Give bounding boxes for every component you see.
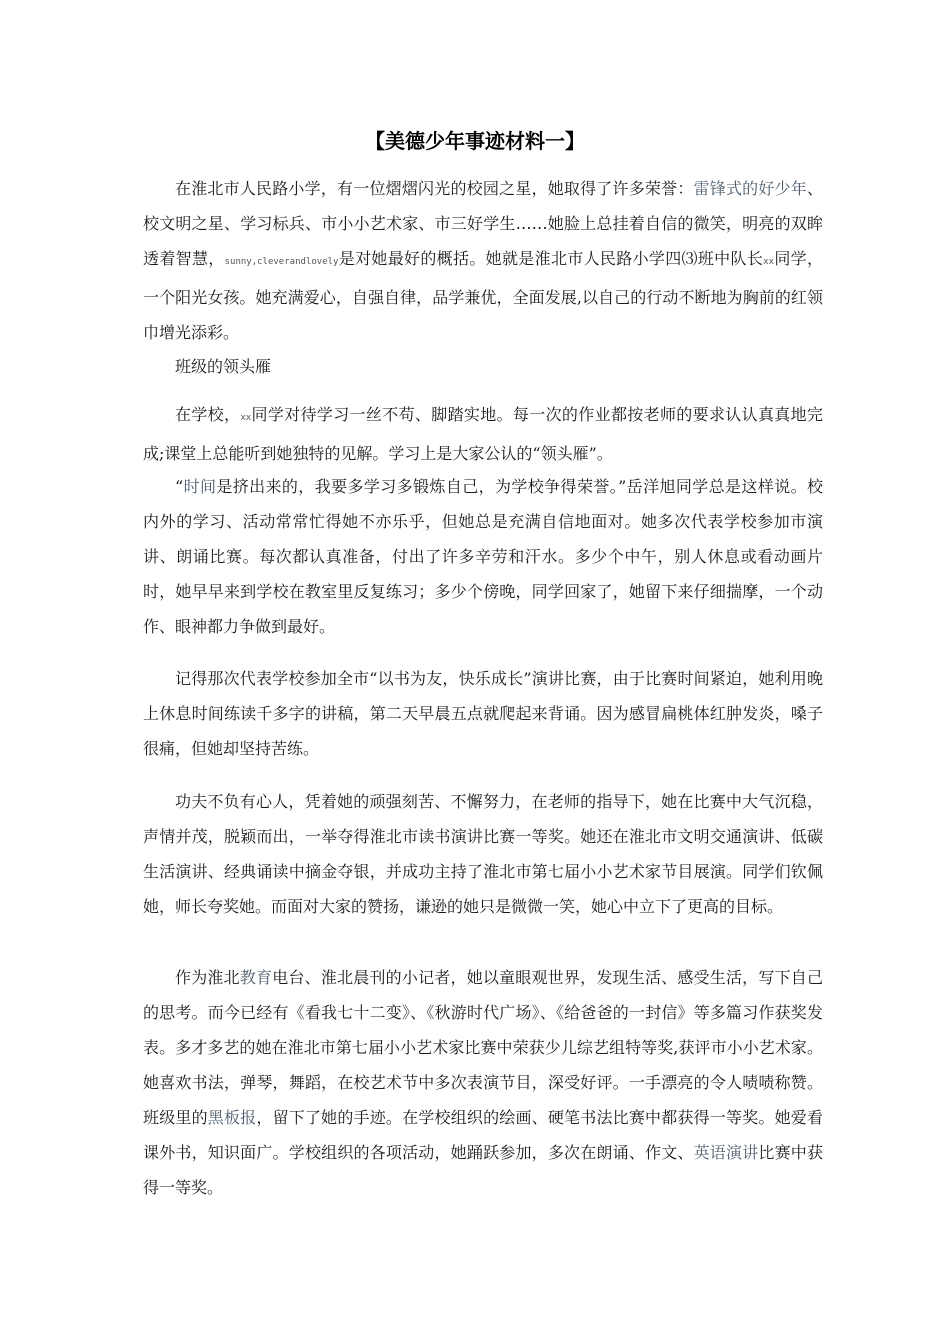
paragraph-text <box>143 171 823 350</box>
highlighted-text: 英语演讲 <box>693 1143 759 1162</box>
paragraph-text <box>143 349 823 384</box>
text-segment: 电台、淮北晨刊的小记者，她以童眼观世界，发现生活、感受生活，写下自己的思考。而今已经有《看我七十二变》、《秋游时代广场》、《给爸爸的一封信》等多篇习作获奖发表。多才多艺的她在淮北市第七届小小艺术家比赛中荣获少儿综艺组特等奖,获评市小小艺术家。她喜欢书法，弹琴，舞蹈，在校艺术节中多次表演节目，深受好评。一手漂亮的令人啧啧称赞。班级里的 <box>143 968 823 1127</box>
paragraph-6 <box>143 784 823 924</box>
paragraph-4 <box>143 469 823 644</box>
paragraph-3 <box>143 397 823 471</box>
text-segment: 是挤出来的，我要多学习多锻炼自己，为学校争得荣誉。”岳洋旭同学总是这样说。校内外的学习、活动常常忙得她不亦乐乎，但她总是充满自信地面对。她多次代表学校参加市演讲、朗诵比赛。每次都认真准备，付出了许多辛劳和汗水。多少个中午，别人休息或看动画片时，她早早来到学校在教室里反复练习；多少个傍晚，同学回家了，她留下来仔细揣摩，一个动作、眼神都力争做到最好。 <box>143 477 823 636</box>
highlighted-text: 教育 <box>239 968 273 987</box>
paragraph-7 <box>143 960 823 1205</box>
paragraph-2 <box>143 349 823 384</box>
document-title: 【美德少年事迹材料一】 <box>365 129 585 153</box>
highlighted-text: 时间 <box>183 477 217 496</box>
paragraph-5 <box>143 661 823 766</box>
text-segment: 功夫不负有心人，凭着她的顽强刻苦、不懈努力，在老师的指导下，她在比赛中大气沉稳，声情并茂，脱颖而出，一举夺得淮北市读书演讲比赛一等奖。她还在淮北市文明交通演讲、低碳生活演讲、经典诵读中摘金夺银，并成功主持了淮北市第七届小小艺术家节目展演。同学们钦佩她，师长夸奖她。而面对大家的赞扬，谦逊的她只是微微一笑，她心中立下了更高的目标。 <box>143 792 823 916</box>
text-segment: 在淮北市人民路小学，有一位熠熠闪光的校园之星，她取得了许多荣誉： <box>175 179 694 198</box>
text-segment: ，留下了她的手迹。在学校组织的绘画、硬笔书法比赛中都获得一等奖。她爱看课外书，知识面广。学校组织的各项活动，她踊跃参加，多次在朗诵、作文、 <box>143 1108 823 1162</box>
latin-inline-text: xx <box>763 257 774 267</box>
text-segment: 在学校， <box>175 405 241 424</box>
text-segment: 班级的领头雁 <box>175 357 272 376</box>
paragraph-1 <box>143 171 823 350</box>
text-segment: 记得那次代表学校参加全市“以书为友，快乐成长”演讲比赛，由于比赛时间紧迫，她利用晚上休息时间练读千多字的讲稿，第二天早晨五点就爬起来背诵。因为感冒扁桃体红肿发炎，嗓子很痛，但她却坚持苦练。 <box>143 669 823 758</box>
paragraph-text <box>143 784 823 924</box>
text-segment: 是对她最好的概括。她就是淮北市人民路小学四⑶班中队长 <box>338 249 764 268</box>
paragraph-text <box>143 661 823 766</box>
paragraph-text <box>143 397 823 471</box>
text-segment: 同学对待学习一丝不苟、脚踏实地。每一次的作业都按老师的要求认认真真地完成;课堂上总能听到她独特的见解。学习上是大家公认的“领头雁”。 <box>143 405 823 463</box>
text-segment: 比赛中获得一等奖。 <box>143 1143 823 1197</box>
text-segment: 作为淮北 <box>175 968 240 987</box>
latin-inline-text: xx <box>240 413 252 423</box>
latin-inline-text: sunny,cleverandlovely <box>224 257 339 267</box>
paragraph-text <box>143 960 823 1205</box>
text-segment: 、校文明之星、学习标兵、市小小艺术家、市三好学生……她脸上总挂着自信的微笑，明亮的双眸透着智慧， <box>143 179 823 268</box>
text-segment: 同学，一个阳光女孩。她充满爱心，自强自律，品学兼优，全面发展,以自己的行动不断地为胸前的红领巾增光添彩。 <box>143 249 823 342</box>
text-segment: “ <box>175 477 184 496</box>
paragraph-text <box>143 469 823 644</box>
highlighted-text: 雷锋式的好少年 <box>693 179 807 198</box>
highlighted-text: 黑板报 <box>207 1108 257 1127</box>
